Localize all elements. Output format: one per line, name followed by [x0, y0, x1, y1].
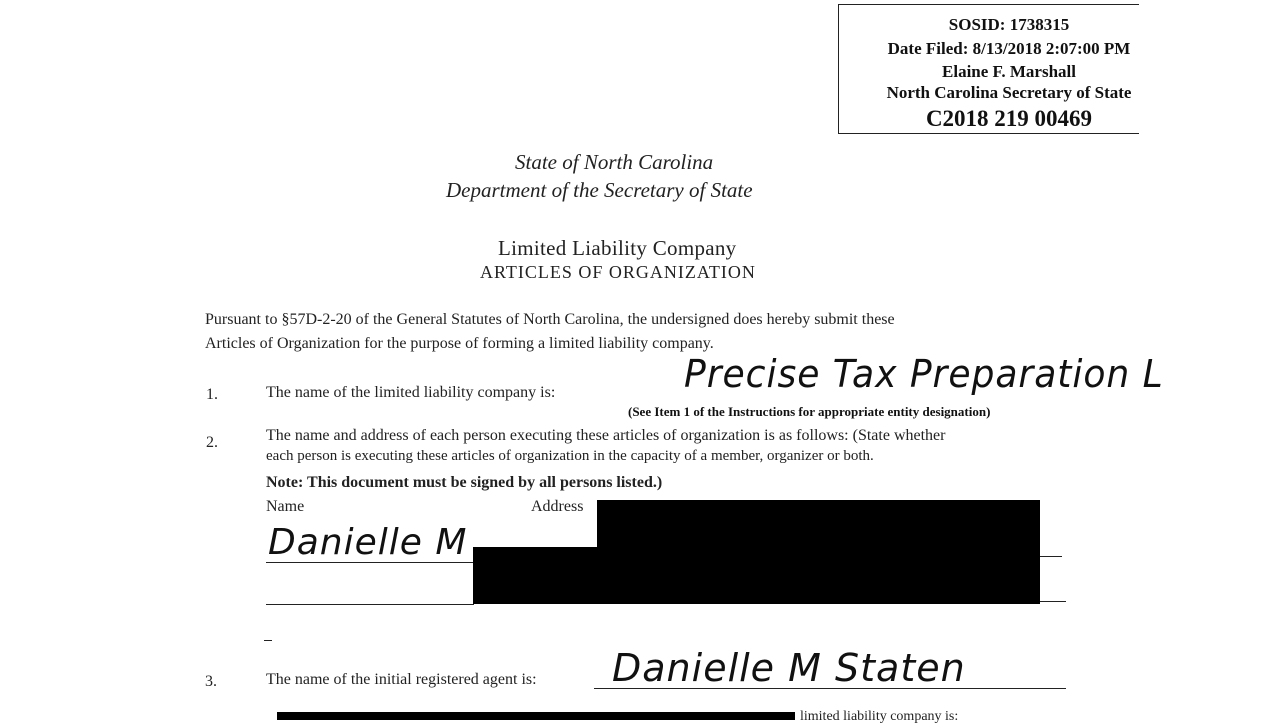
signer-handwritten: Danielle M [268, 522, 468, 563]
form-title: Limited Liability Company [498, 236, 737, 260]
address-line [266, 604, 474, 605]
intro-line-2: Articles of Organization for the purpose of forming a limited liability company. [205, 335, 714, 352]
company-name-handwritten: Precise Tax Preparation L [684, 352, 1164, 396]
signer-line-end [1040, 556, 1062, 557]
redaction-block-top [597, 500, 1040, 548]
secretary-title: North Carolina Secretary of State [886, 83, 1132, 102]
item-3-label: The name of the initial registered agent is: [266, 671, 537, 688]
sosid: SOSID: 1738315 [948, 15, 1070, 34]
column-name: Name [266, 498, 305, 515]
date-filed: Date Filed: 8/13/2018 2:07:00 PM [887, 39, 1131, 58]
document-code: C2018 219 00469 [925, 106, 1093, 131]
item-2-number: 2. [206, 434, 218, 451]
item-4-partial: limited liability company is: [800, 709, 959, 724]
state-heading: State of North Carolina [515, 150, 714, 174]
secretary-name: Elaine F. Marshall [942, 62, 1076, 81]
item-2-line-2: each person is executing these articles of organization in the capacity of a member, organizer or both. [266, 448, 874, 464]
intro-line-1: Pursuant to §57D-2-20 of the General Statutes of North Carolina, the undersigned does hereby submit these [205, 311, 895, 328]
address-line-end [1040, 601, 1066, 602]
item-3-number: 3. [205, 673, 217, 690]
entity-instruction: (See Item 1 of the Instructions for appropriate entity designation) [628, 404, 991, 419]
item-1-label: The name of the limited liability company is: [266, 384, 556, 401]
form-subtitle: ARTICLES OF ORGANIZATION [480, 262, 756, 282]
stray-mark [264, 640, 272, 641]
column-address: Address [531, 498, 584, 515]
signature-note: Note: This document must be signed by all persons listed.) [266, 474, 663, 491]
filing-stamp [838, 4, 1139, 134]
item-2-line-1: The name and address of each person executing these articles of organization is as follows: (State whether [266, 427, 946, 444]
redaction-block-bottom [473, 547, 1040, 604]
item-1-number: 1. [206, 386, 218, 403]
agent-handwritten: Danielle M Staten [612, 646, 966, 690]
department-heading: Department of the Secretary of State [446, 178, 753, 202]
signer-line [266, 562, 476, 563]
redaction-block-footer [277, 712, 795, 720]
